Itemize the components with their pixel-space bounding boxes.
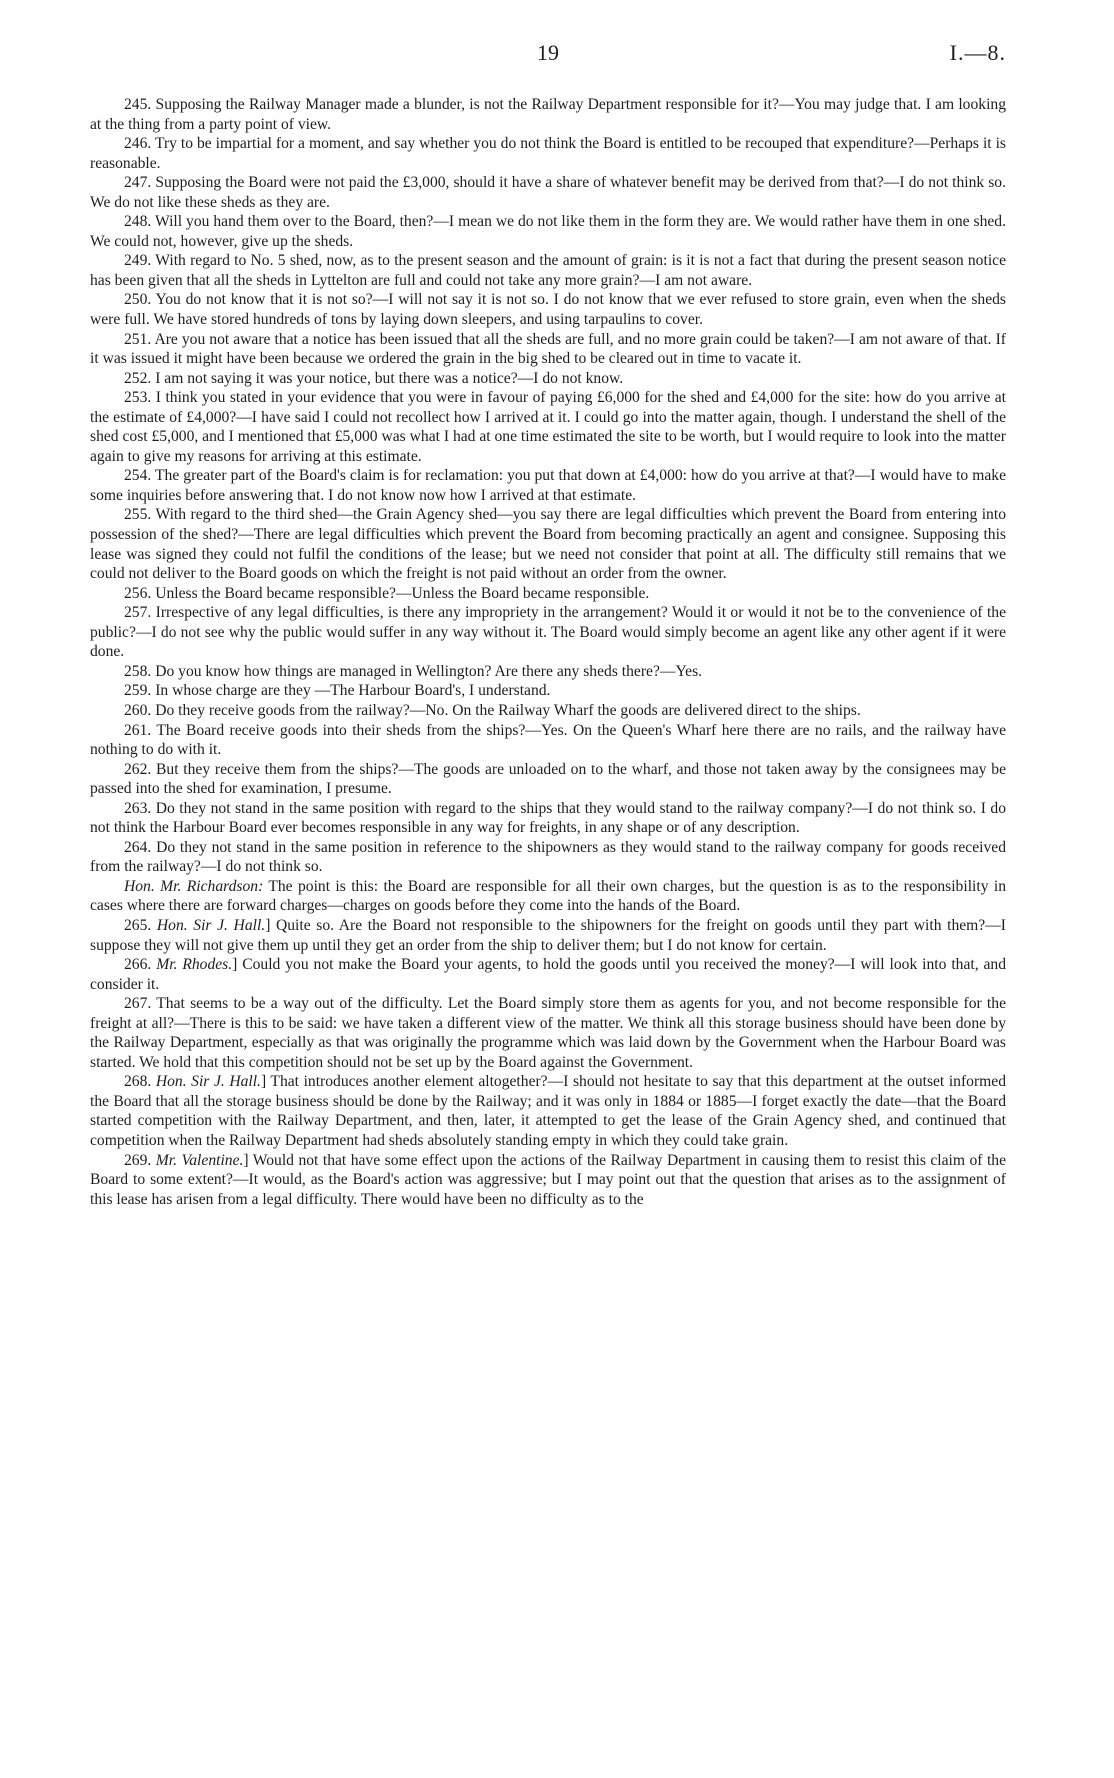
paragraph-text: ] Would not that have some effect upon the actions of the Railway Department in causing them to resist this claim of the Board to some extent?—It would, as the Board's action was aggressive; but I may point out that the question that arises as to the assignment of this lease has arisen from a legal difficulty. There would have been no difficulty as to the bbox=[90, 1151, 1006, 1208]
evidence-paragraph bbox=[90, 877, 1006, 916]
question-number: 269. bbox=[124, 1151, 156, 1169]
evidence-paragraph bbox=[90, 466, 1006, 505]
evidence-paragraph bbox=[90, 369, 1006, 389]
paragraph-text: ] Could you not make the Board your agents, to hold the goods until you received the money?—I will look into that, and consider it. bbox=[90, 956, 1007, 993]
evidence-paragraph bbox=[90, 251, 1006, 290]
paragraph-text: ] That introduces another element altogether?—I should not hesitate to say that this department at the outset informed the Board that all the storage business should be done by the Railway; and it was only in 1884 or 1885—I forget exactly the date—that the Board started competition with the Railway Department, and then, later, it attempted to get the lease of the Grain Agency shed, and continued that competition when the Railway Department had sheds absolutely standing empty in which they could take grain. bbox=[90, 1073, 1006, 1149]
paragraph-text: 258. Do you know how things are managed in Wellington? Are there any sheds there?—Yes. bbox=[124, 662, 703, 680]
evidence-paragraph bbox=[90, 681, 1006, 701]
series-code: I.—8. bbox=[949, 40, 1006, 65]
paragraph-text: 253. I think you stated in your evidence that you were in favour of paying £6,000 for the shed and £4,000 for the site: how do you arrive at the estimate of £4,000?—I have said I could not recollect how I arrived at it. I could go into the matter again, though. I understand the shell of the shed cost £5,000, and I mentioned that £5,000 was what I had at one time estimated the site to be worth, but I would require to look into the matter again to give my reasons for arriving at this estimate. bbox=[90, 389, 1006, 465]
paragraph-text: 249. With regard to No. 5 shed, now, as to the present season and the amount of grain: is it is not a fact that during the present season notice has been given that all the sheds in Lyttelton are full and could not take any more grain?—I am not aware. bbox=[90, 252, 1006, 289]
evidence-paragraph bbox=[90, 955, 1006, 994]
evidence-body bbox=[90, 95, 1006, 1209]
evidence-paragraph bbox=[90, 584, 1006, 604]
paragraph-text: 255. With regard to the third shed—the Grain Agency shed—you say there are legal difficulties which prevent the Board from entering into possession of the shed?—There are legal difficulties which prevent the Board from becoming practically an agent and consignee. Supposing this lease was signed they could not fulfil the conditions of the lease; but we need not consider that point at all. The difficulty still remains that we could not deliver to the Board goods on which the freight is not paid without an order from the owner. bbox=[90, 506, 1006, 583]
page-header bbox=[90, 40, 1006, 72]
evidence-paragraph bbox=[90, 838, 1006, 877]
question-number: 265. bbox=[124, 916, 157, 934]
evidence-paragraph bbox=[90, 212, 1006, 251]
question-number: 268. bbox=[124, 1073, 156, 1091]
evidence-paragraph bbox=[90, 1151, 1006, 1210]
evidence-paragraph bbox=[90, 95, 1006, 134]
paragraph-text: 262. But they receive them from the ships?—The goods are unloaded on to the wharf, and those not taken away by the consignees may be passed into the shed for examination, I presume. bbox=[90, 760, 1006, 798]
evidence-paragraph bbox=[90, 603, 1006, 662]
paragraph-text: 247. Supposing the Board were not paid the £3,000, should it have a share of whatever benefit may be derived from that?—I do not think so. We do not like these sheds as they are. bbox=[90, 174, 1006, 211]
question-number: 266. bbox=[124, 956, 157, 974]
evidence-paragraph bbox=[90, 173, 1006, 212]
evidence-paragraph bbox=[90, 994, 1006, 1072]
evidence-paragraph bbox=[90, 290, 1006, 329]
evidence-paragraph bbox=[90, 701, 1006, 721]
speaker-name: Hon. Mr. Richardson: bbox=[124, 877, 264, 895]
speaker-name: Hon. Sir J. Hall. bbox=[156, 916, 266, 934]
evidence-paragraph bbox=[90, 916, 1006, 955]
evidence-paragraph bbox=[90, 388, 1006, 466]
paragraph-text: 251. Are you not aware that a notice has been issued that all the sheds are full, and no more grain could be taken?—I am not aware of that. If it was issued it might have been because we ordered the grain in the big shed to be cleared out in time to vacate it. bbox=[90, 330, 1006, 368]
speaker-name: Hon. Sir J. Hall. bbox=[155, 1073, 261, 1091]
paragraph-text: 263. Do they not stand in the same position with regard to the ships that they would stand to the railway company?—I do not think so. I do not think the Harbour Board ever becomes responsible in any way for freights, in any shape or of any description. bbox=[90, 799, 1006, 837]
paragraph-text: 256. Unless the Board became responsible?—Unless the Board became responsible. bbox=[124, 584, 650, 602]
evidence-paragraph bbox=[90, 134, 1006, 173]
paragraph-text: 254. The greater part of the Board's claim is for reclamation: you put that down at £4,000: how do you arrive at that?—I would have to make some inquiries before answering that. I do not know now how I arrived at that estimate. bbox=[90, 467, 1006, 504]
evidence-paragraph bbox=[90, 1072, 1006, 1150]
evidence-paragraph bbox=[90, 662, 1006, 682]
paragraph-text: 245. Supposing the Railway Manager made a blunder, is not the Railway Department responsible for it?—You may judge that. I am looking at the thing from a party point of view. bbox=[90, 96, 1006, 133]
paragraph-text: The point is this: the Board are responsible for all their own charges, but the question is as to the responsibility in cases where there are forward charges—charges on goods before they come into the hands of the Board. bbox=[90, 877, 1006, 915]
paragraph-text: 250. You do not know that it is not so?—I will not say it is not so. I do not know that we ever refused to store grain, even when the sheds were full. We have stored hundreds of tons by laying down sleepers, and using tarpaulins to cover. bbox=[90, 291, 1006, 329]
paragraph-text: 246. Try to be impartial for a moment, and say whether you do not think the Board is entitled to be recouped that expenditure?—Perhaps it is reasonable. bbox=[90, 135, 1006, 172]
evidence-paragraph bbox=[90, 799, 1006, 838]
paragraph-text: ] Quite so. Are the Board not responsible to the shipowners for the freight on goods until they part with them?—I suppose they will not give them up until they get an order from the ship to deliver them; but I do not know for certain. bbox=[90, 916, 1007, 954]
speaker-name: Mr. Valentine. bbox=[155, 1151, 244, 1169]
paragraph-text: 259. In whose charge are they —The Harbour Board's, I understand. bbox=[124, 682, 551, 700]
speaker-name: Mr. Rhodes. bbox=[156, 956, 233, 974]
paragraph-text: 252. I am not saying it was your notice, but there was a notice?—I do not know. bbox=[124, 369, 624, 387]
paragraph-text: 267. That seems to be a way out of the difficulty. Let the Board simply store them as agents for you, and not become responsible for the freight at all?—There is this to be said: we have taken a different view of the matter. We think all this storage business should have been done by the Railway Department, especially as that was originally the programme which was laid down by the Government when the Harbour Board was started. We hold that this competition should not be set up by the Board against the Government. bbox=[90, 995, 1006, 1071]
evidence-paragraph bbox=[90, 505, 1006, 583]
paragraph-text: 257. Irrespective of any legal difficulties, is there any impropriety in the arrangement? Would it or would it not be to the convenience of the public?—I do not see why the public would suffer in any way without it. The Board would simply become an agent like any other agent if it were done. bbox=[90, 604, 1006, 661]
paragraph-text: 264. Do they not stand in the same position in reference to the shipowners as they would stand to the railway company for goods received from the railway?—I do not think so. bbox=[90, 838, 1006, 876]
evidence-paragraph bbox=[90, 330, 1006, 369]
page-number: 19 bbox=[537, 40, 559, 65]
evidence-paragraph bbox=[90, 721, 1006, 760]
paragraph-text: 261. The Board receive goods into their sheds from the ships?—Yes. On the Queen's Wharf here there are no rails, and the railway have nothing to do with it. bbox=[90, 721, 1006, 759]
evidence-paragraph bbox=[90, 760, 1006, 799]
paragraph-text: 248. Will you hand them over to the Board, then?—I mean we do not like them in the form they are. We would rather have them in one shed. We could not, however, give up the sheds. bbox=[90, 213, 1006, 250]
paragraph-text: 260. Do they receive goods from the railway?—No. On the Railway Wharf the goods are delivered direct to the ships. bbox=[124, 701, 861, 719]
